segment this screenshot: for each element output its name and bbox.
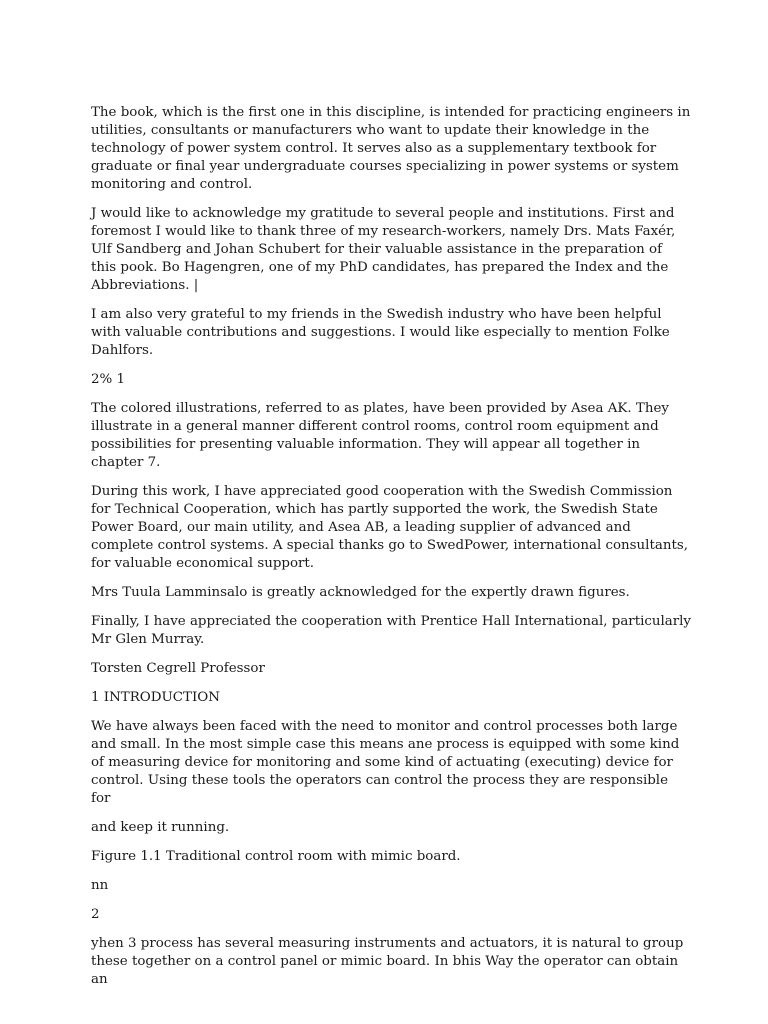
publisher-thanks-paragraph: Finally, I have appreciated the cooperation with Prentice Hall International, particularly Mr Glen Murray. bbox=[91, 614, 692, 647]
introduction-paragraph: We have always been faced with the need to monitor and control processes both large and small. In the most simple case this means ane process is equipped with some kind of measuring device for monitoring and some kind of actuating (executing) device for control. Using these tools the operators can control the process they are responsible for bbox=[91, 719, 680, 806]
figure-caption: Figure 1.1 Traditional control room with mimic board. bbox=[91, 849, 461, 864]
control-panel-paragraph: yhen 3 process has several measuring instruments and actuators, it is natural to group these together on a control panel or mimic board. In bhis Way the operator can obtain an bbox=[91, 936, 684, 987]
cooperation-paragraph: During this work, I have appreciated good cooperation with the Swedish Commission for Technical Cooperation, which has partly supported the work, the Swedish State Power Board, our main utility, and Asea AB, a leading supplier of advanced and complete control systems. A special thanks go to SwedPower, international consultants, for valuable economical support. bbox=[91, 484, 688, 571]
section-heading: 1 INTRODUCTION bbox=[91, 690, 220, 705]
intro-paragraph: The book, which is the first one in this discipline, is intended for practicing engineers in utilities, consultants or manufacturers who want to update their knowledge in the technology of power system control. It serves also as a supplementary textbook for graduate or final year undergraduate courses specializing in power systems or system monitoring and control. bbox=[91, 105, 691, 192]
page-number: 2 bbox=[91, 907, 100, 922]
stray-text: nn bbox=[91, 878, 109, 893]
continuation-line: and keep it running. bbox=[91, 820, 230, 835]
acknowledgement-paragraph: J would like to acknowledge my gratitude to several people and institutions. First and foremost I would like to thank three of my research-workers, namely Drs. Mats Faxér, Ulf Sandberg and Johan Schubert for their valuable assistance in the preparation of this pook. Bo Hagengren, one of my PhD candidates, has prepared the Index and the Abbreviations. | bbox=[91, 206, 676, 293]
author-signature: Torsten Cegrell Professor bbox=[91, 661, 265, 676]
industry-thanks-paragraph: I am also very grateful to my friends in the Swedish industry who have been helpful with valuable contributions and suggestions. I would like especially to mention Folke Dahlfors. bbox=[91, 307, 670, 358]
stray-marker-text: 2% 1 bbox=[91, 372, 126, 387]
plates-paragraph: The colored illustrations, referred to as plates, have been provided by Asea AK. They illustrate in a general manner different control rooms, control room equipment and possibilities for presenting valuable information. They will appear all together in chapter 7. bbox=[91, 401, 669, 470]
document-page bbox=[91, 104, 691, 1000]
figures-credit-paragraph: Mrs Tuula Lamminsalo is greatly acknowledged for the expertly drawn figures. bbox=[91, 585, 630, 600]
